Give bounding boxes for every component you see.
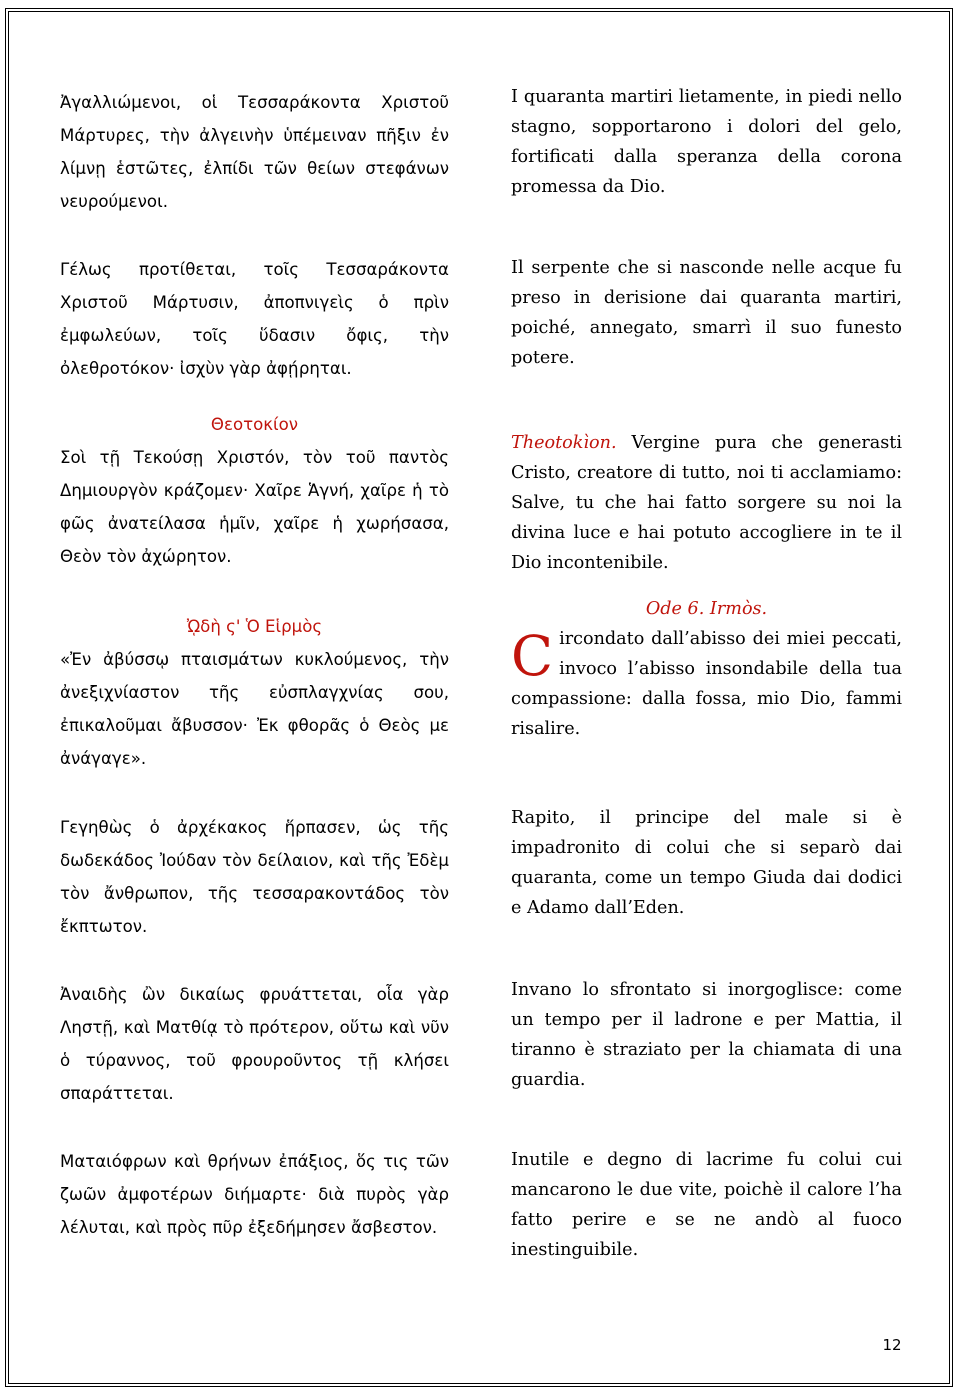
greek-theotokion-heading: Θεοτοκίον	[210, 415, 299, 434]
greek-stanza-2: Γέλως προτίθεται, τοῖς Τεσσαράκοντα Χριστοῦ Μάρτυσιν, ἀποπνιγεὶς ὁ πρὶν ἐμφωλεύων, τοῖς ὕδασιν ὄφις, τὴν ὀλεθροτόκον· ἰσχὺν γὰρ ἀφῄρηται.	[60, 260, 449, 378]
italian-stanza-6: Invano lo sfrontato si inorgoglisce: come un tempo per il ladrone e per Mattia, il tiranno è straziato per la chiamata di una guardia.	[511, 980, 902, 1090]
greek-stanza-1: Ἀγαλλιώμενοι, οἱ Τεσσαράκοντα Χριστοῦ Μάρτυρες, τὴν ἀλγεινὴν ὑπέμειναν πῆξιν ἐν λίμνῃ ἑστῶτες, ἐλπίδι τῶν θείων στεφάνων νευρούμενοι.	[60, 93, 449, 211]
greek-theotokion	[60, 408, 449, 573]
italian-theotokion	[511, 428, 902, 578]
greek-stanza-7: Ματαιόφρων καὶ θρήνων ἐπάξιος, ὅς τις τῶν ζωῶν ἀμφοτέρων διήμαρτε· διὰ πυρὸς γὰρ λέλυται, καὶ πρὸς πῦρ ἐξεδήμησεν ἄσβεστον.	[60, 1152, 449, 1237]
italian-theotokion-text: Vergine pura che generasti Cristo, creatore di tutto, noi ti acclamiamo: Salve, tu che hai fatto sorgere su noi la divina luce e hai potuto accogliere in te il Dio incontenibile.	[511, 433, 902, 573]
drop-cap: C	[511, 624, 554, 688]
greek-ode-6-irmos	[60, 610, 449, 775]
italian-stanza-7: Inutile e degno di lacrime fu colui cui mancarono le due vite, poichè il calore l’ha fatto perire e se ne andò al fuoco inestinguibile.	[511, 1150, 902, 1260]
greek-theotokion-text: Σοὶ τῇ Τεκούσῃ Χριστόν, τὸν τοῦ παντὸς Δημιουργὸν κράζομεν· Χαῖρε Ἁγνή, χαῖρε ἡ τὸ φῶς ἀνατείλασα ἡμῖν, χαῖρε ἡ χωρήσασα, Θεὸν τὸν ἀχώρητον.	[60, 448, 449, 566]
page-number: 12	[882, 1336, 902, 1354]
greek-ode-heading: ᾨδὴ ς' Ὁ Εἱρμὸς	[186, 617, 323, 636]
italian-stanza-1: I quaranta martiri lietamente, in piedi nello stagno, sopportarono i dolori del gelo, fortificati dalla speranza della corona promessa da Dio.	[511, 87, 902, 197]
greek-irmos-text: «Ἐν ἀβύσσῳ πταισμάτων κυκλούμενος, τὴν ἀνεξιχνίαστον τῆς εὐσπλαγχνίας σου, ἐπικαλοῦμαι ἄβυσσον· Ἐκ φθορᾶς ὁ Θεὸς με ἀνάγαγε».	[60, 650, 449, 768]
greek-stanza-5: Γεγηθὼς ὁ ἀρχέκακος ἥρπασεν, ὡς τῆς δωδεκάδος Ἰούδαν τὸν δείλαιον, καὶ τῆς Ἐδὲμ τὸν ἄνθρωπον, τῆς τεσσαρακοντάδος τὸν ἔκπτωτον.	[60, 818, 449, 936]
italian-ode-heading: Ode 6. Irmòs.	[645, 599, 768, 619]
italian-irmos-text: ircondato dall’abisso dei miei peccati, invoco l’abisso insondabile della tua compassione: dalla fossa, mio Dio, fammi risalire.	[511, 629, 902, 739]
italian-theotokion-lead: Theotokìon.	[511, 433, 617, 453]
italian-stanza-2: Il serpente che si nasconde nelle acque fu preso in derisione dai quaranta martiri, poiché, annegato, smarrì il suo funesto potere.	[511, 258, 902, 368]
italian-stanza-5: Rapito, il principe del male si è impadronito di colui che si separò dai quaranta, come un tempo Giuda dai dodici e Adamo dall’Eden.	[511, 808, 902, 918]
italian-ode-6-irmos	[511, 594, 902, 744]
greek-stanza-6: Ἀναιδὴς ὢν δικαίως φρυάττεται, οἷα γὰρ Ληστῇ, καὶ Ματθίᾳ τὸ πρότερον, οὕτω καὶ νῦν ὁ τύραννος, τοῦ φρουροῦντος τῇ κλήσει σπαράττεται.	[60, 985, 449, 1103]
